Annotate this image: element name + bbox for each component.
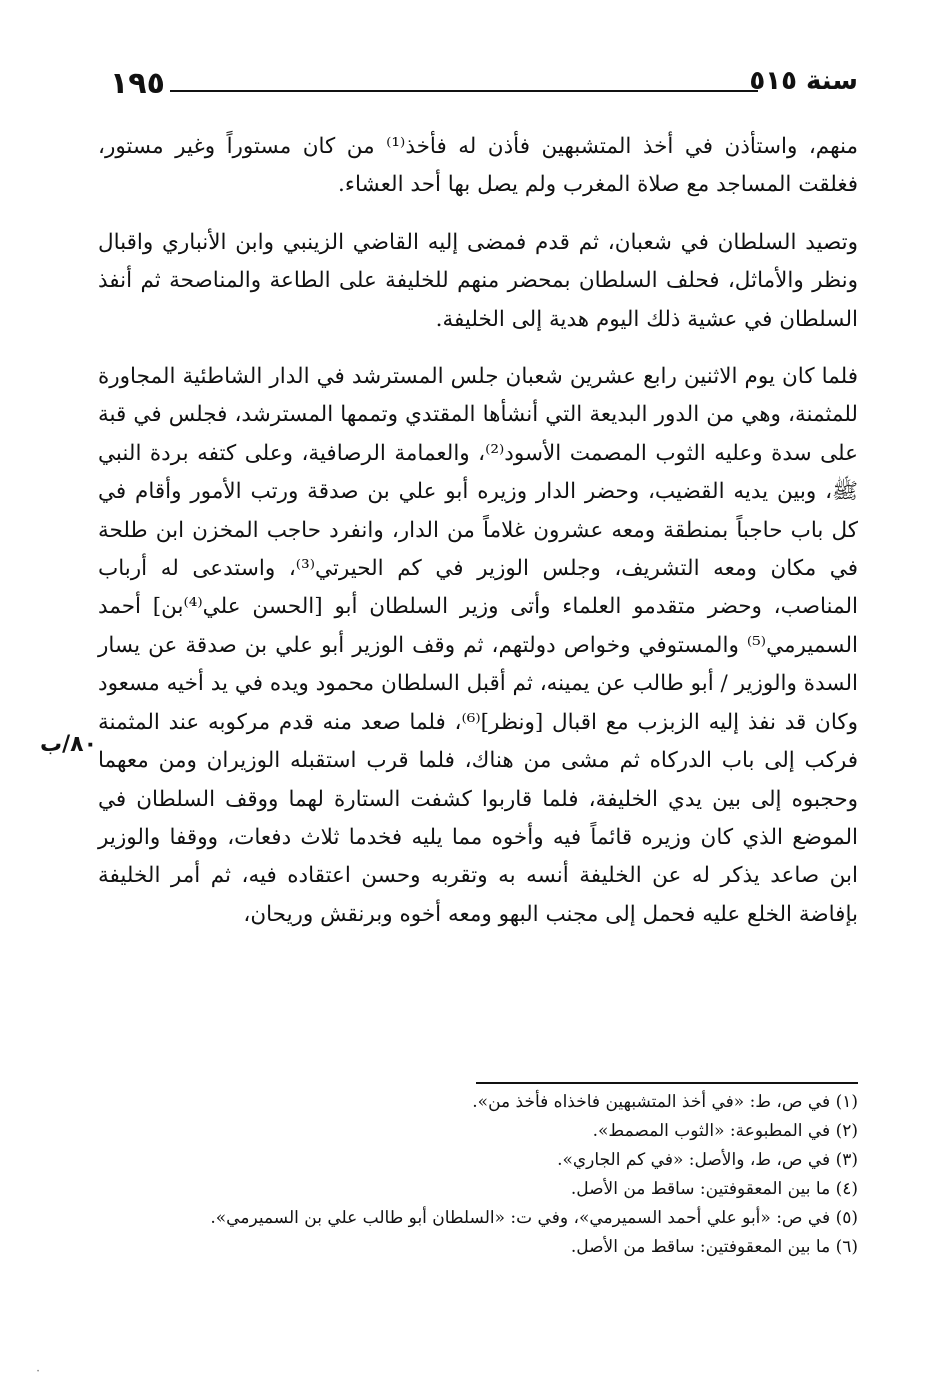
footnote: (٦) ما بين المعقوفتين: ساقط من الأصل. xyxy=(570,1237,858,1257)
header-rule xyxy=(170,90,758,92)
footnotes-list xyxy=(98,1088,858,1262)
page-header xyxy=(110,66,858,110)
footnote: (١) في ص، ط: «في أخذ المتشبهين فاخذاه فأخذ من». xyxy=(472,1092,858,1112)
scan-artifact: · xyxy=(36,1364,41,1379)
manuscript-folio-note: ٨٠/ب xyxy=(40,732,98,757)
footnote: (٥) في ص: «أبو علي أحمد السميرمي»، وفي ت: «السلطان أبو طالب علي بن السميرمي». xyxy=(210,1208,858,1228)
paragraph: وتصيد السلطان في شعبان، ثم قدم فمضى إليه القاضي الزينبي وابن الأنباري واقبال ونظر والأماثل، فحلف السلطان بمحضر منهم للخليفة على الطاعة والمناصحة ثم أنفذ السلطان في عشية ذلك اليوم هدية إلى الخليفة. xyxy=(98,229,858,332)
footnote: (٣) في ص، ط، والأصل: «في كم الجاري». xyxy=(557,1150,858,1170)
main-text xyxy=(98,128,858,934)
page-number: ١٩٥ xyxy=(110,66,165,101)
footnote: (٢) في المطبوعة: «الثوب المصمط». xyxy=(592,1121,858,1141)
footnote: (٤) ما بين المعقوفتين: ساقط من الأصل. xyxy=(570,1179,858,1199)
running-head-year: سنة ٥١٥ xyxy=(749,66,858,96)
footnote-rule xyxy=(476,1082,858,1084)
paragraph: فلما كان يوم الاثنين رابع عشرين شعبان جلس المسترشد في الدار الشاطئية المجاورة للمثمنة، وهي من الدور البديعة التي أنشأها المقتدي وتممها المسترشد، فجلس في قبة على سدة وعليه الثوب المصمت الأسود⁽²⁾، والعمامة الرصافية، وعلى كتفه بردة النبي ﷺ، وبين يديه القضيب، وحضر الدار وزيره أبو علي بن صدقة ورتب الأمور وأقام في كل باب حاجباً بمنطقة ومعه عشرون غلاماً من الدار، وانفرد حاجب المخزن ابن طلحة في مكان ومعه التشريف، وجلس الوزير في كم الحيرتي⁽³⁾، واستدعى له أرباب المناصب، وحضر متقدمو العلماء وأتى وزير السلطان أبو [الحسن علي⁽⁴⁾بن] أحمد السميرمي⁽⁵⁾ والمستوفي وخواص دولتهم، ثم وقف الوزير أبو علي بن صدقة عن يسار السدة والوزير / أبو طالب عن يمينه، ثم أقبل السلطان محمود ويده في يد أخيه مسعود وكان قد نفذ إليه الزبزب مع اقبال [ونظر]⁽⁶⁾، فلما صعد منه قدم مركوبه عند المثمنة فركب إلى باب الدركاه ثم مشى من هناك، فلما قرب استقبله الوزيران ومن معهما وحجبوه إلى بين يدي الخليفة، فلما قاربوا كشفت الستارة لهما ووقف السلطان في الموضع الذي كان وزيره قائماً فيه وأخوه مما يليه فخدما ثلاث دفعات، ووقفا والوزير ابن صاعد يذكر له عن الخليفة أنسه به وتقربه وحسن اعتقاده فيه، ثم أمر الخليفة بإفاضة الخلع عليه فحمل إلى مجنب البهو ومعه أخوه وبرنقش وريحان، xyxy=(98,364,859,927)
paragraph: منهم، واستأذن في أخذ المتشبهين فأذن له فأخذ⁽¹⁾ من كان مستوراً وغير مستور، فغلقت المساجد مع صلاة المغرب ولم يصل بها أحد العشاء. xyxy=(98,134,858,198)
